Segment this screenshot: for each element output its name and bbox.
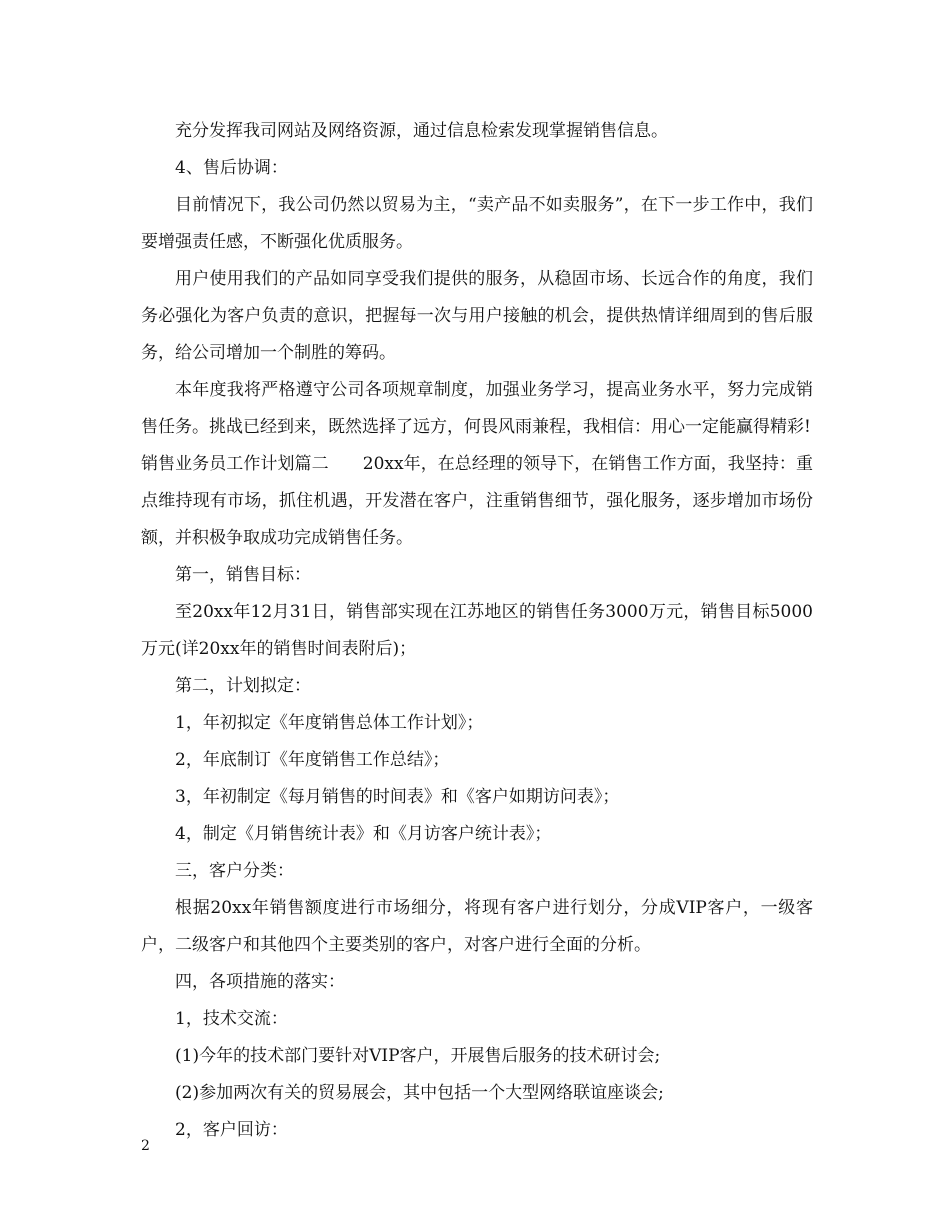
list-item: 3，年初制定《每月销售的时间表》和《客户如期访问表》； [175, 787, 620, 807]
page-number: 2 [141, 1138, 150, 1154]
paragraph: 充分发挥我司网站及网络资源，通过信息检索发现掌握销售信息。 [175, 121, 668, 141]
list-item: 2，客户回访： [175, 1120, 288, 1140]
paragraph: 4、售后协调： [175, 158, 288, 178]
paragraph: 目前情况下，我公司仍然以贸易为主，“卖产品不如卖服务”，在下一步工作中，我们要增强责任感，不断强化优质服务。 [141, 195, 813, 252]
list-item: 1，技术交流： [175, 1009, 288, 1029]
paragraph: 本年度我将严格遵守公司各项规章制度，加强业务学习，提高业务水平，努力完成销售任务。挑战已经到来，既然选择了远方，何畏风雨兼程，我相信：用心一定能赢得精彩! [141, 380, 813, 437]
paragraph: 四，各项措施的落实： [175, 972, 345, 992]
paragraph: 至20xx年12月31日，销售部实现在江苏地区的销售任务3000万元，销售目标5000万元(详20xx年的销售时间表附后)； [141, 602, 813, 659]
paragraph: 用户使用我们的产品如同享受我们提供的服务，从稳固市场、长远合作的角度，我们务必强化为客户负责的意识，把握每一次与用户接触的机会，提供热情详细周到的售后服务，给公司增加一个制胜的筹码。 [141, 269, 813, 363]
list-item: 4，制定《月销售统计表》和《月访客户统计表》； [175, 824, 552, 844]
list-item: 1，年初拟定《年度销售总体工作计划》； [175, 713, 484, 733]
paragraph: 根据20xx年销售额度进行市场细分，将现有客户进行划分，分成VIP客户，一级客户，二级客户和其他四个主要类别的客户，对客户进行全面的分析。 [141, 898, 813, 955]
list-item: 2，年底制订《年度销售工作总结》； [175, 750, 450, 770]
document-body [141, 113, 813, 1149]
paragraph: 第二，计划拟定： [175, 676, 311, 696]
paragraph: 第一，销售目标： [175, 565, 311, 585]
section-heading-paragraph: 销售业务员工作计划篇二 20xx年，在总经理的领导下，在销售工作方面，我坚持：重点维持现有市场，抓住机遇，开发潜在客户，注重销售细节，强化服务，逐步增加市场份额，并积极争取成功完成销售任务。 [141, 454, 813, 548]
paragraph: 三，客户分类： [175, 861, 294, 881]
list-item: (1)今年的技术部门要针对VIP客户，开展售后服务的技术研讨会; [175, 1046, 661, 1066]
list-item: (2)参加两次有关的贸易展会，其中包括一个大型网络联谊座谈会; [175, 1083, 664, 1103]
